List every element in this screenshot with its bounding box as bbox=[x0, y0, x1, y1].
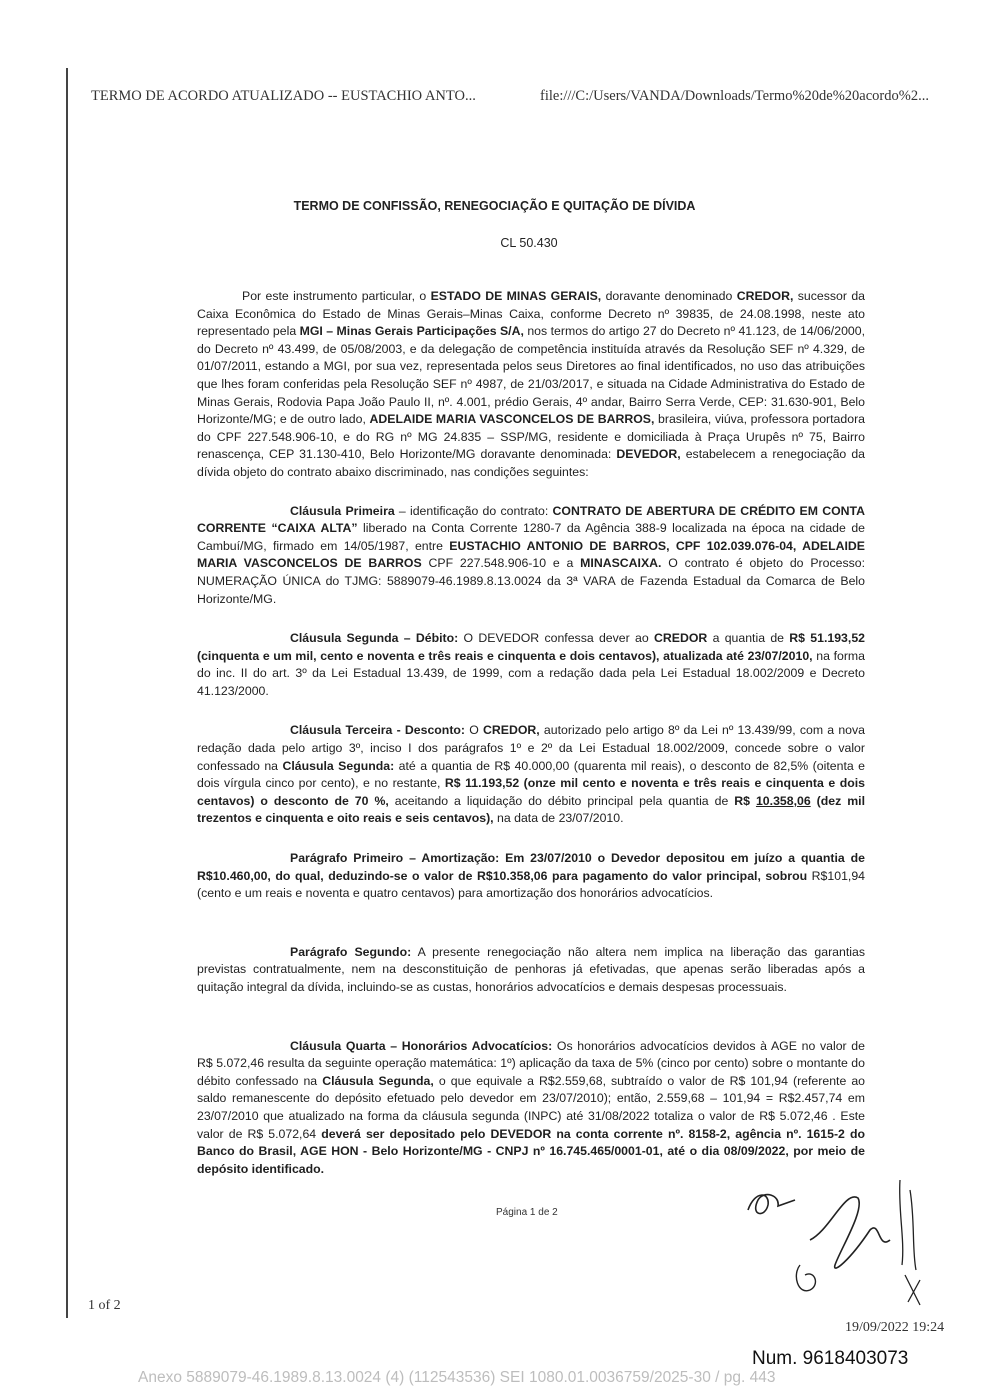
print-header-url: file:///C:/Users/VANDA/Downloads/Termo%20de%20acordo%2... bbox=[540, 88, 929, 104]
clausula-quarta: Cláusula Quarta – Honorários Advocatícios: Os honorários advocatícios devidos à AGE no valor de R$ 5.072,46 resulta da seguinte operação matemática: 1º) aplicação da taxa de 5% (cinco por cento) sobre o montante do débito confessado na Cláusula Segunda, o que equivale a R$2.559,68, subtraído o valor de R$ 101,94 (referente ao saldo remanescente do depósito efetuado pelo devedor em 23/07/2010); então, 2.559,68 – 101,94 = R$2.457,74 em 23/07/2010 que atualizado na forma da cláusula segunda (INPC) até 31/08/2022 totaliza o valor de R$ 5.072,46 . Este valor de R$ 5.072,64 deverá ser depositado pelo DEVEDOR na conta corrente nº. 8158-2, agência nº. 1615-2 do Banco do Brasil, AGE HON - Belo Horizonte/MG - CNPJ nº 16.745.465/0001-01, até o dia 08/09/2022, por meio de depósito identificado. bbox=[197, 1038, 866, 1176]
clausula-segunda: Cláusula Segunda – Débito: O DEVEDOR confessa dever ao CREDOR a quantia de R$ 51.193,52 (cinquenta e um mil, cento e noventa e três reais e cinquenta e dois centavos), atualizada até 23/07/2010, na forma do inc. II do art. 3º da Lei Estadual 13.439, de 1999, com a redação dada pela Lei Estadual 18.002/2009 e Decreto 41.123/2000. bbox=[197, 631, 865, 698]
preamble-paragraph: Por este instrumento particular, o ESTADO DE MINAS GERAIS, doravante denominado CREDOR, sucessor da Caixa Econômica do Estado de Minas Gerais–Minas Caixa, conforme Decreto nº 39835, de 24.08.1998, neste ato representado pela MGI – Minas Gerais Participações S/A, nos termos do artigo 27 do Decreto nº 41.123, de 14/06/2000, do Decreto nº 43.499, de 05/08/2003, e da delegação de competência instituída através da Resolução SEF nº 4.329, de 01/07/2011, estando a MGI, por sua vez, representada pelos seus Diretores ao final identificados, no uso das atribuições que lhes foram conferidas pela Resolução SEF nº 4987, de 21/03/2017, e situada na Cidade Administrativa do Estado de Minas Gerais, Rodovia Papa João Paulo II, nº. 4.001, prédio Gerais, 4º andar, Bairro Serra Verde, CEP: 31.630-901, Belo Horizonte/MG; e de outro lado, ADELAIDE MARIA VASCONCELOS DE BARROS, brasileira, viúva, professora portadora do CPF 227.548.906-10, e do RG nº MG 24.835 – SSP/MG, residente e domiciliada à Praça Urupês nº 75, Bairro renascença, CEP 31.130-410, Belo Horizonte/MG doravante denominada: DEVEDOR, estabelecem a renegociação da dívida objeto do contrato abaixo discriminado, nas condições seguintes: bbox=[197, 289, 866, 479]
paragrafo-segundo: Parágrafo Segundo: A presente renegociação não altera nem implica na liberação das garantias previstas contratualmente, nem na desconstituição de penhoras já efetivadas, que apenas serão liberadas após a quitação integral da dívida, incluindo-se as custas, honorários advocatícios e demais despesas processuais. bbox=[197, 944, 865, 994]
document-code: CL 50.430 bbox=[500, 236, 558, 250]
page-number: Página 1 de 2 bbox=[496, 1207, 558, 1218]
annex-reference: Anexo 5889079-46.1989.8.13.0024 (4) (112543536) SEI 1080.01.0036759/2025-30 / pg. 443 bbox=[138, 1369, 776, 1386]
document-title: TERMO DE CONFISSÃO, RENEGOCIAÇÃO E QUITAÇÃO DE DÍVIDA bbox=[293, 199, 696, 213]
document-body bbox=[197, 288, 865, 1200]
handwritten-signature bbox=[740, 1170, 960, 1320]
print-header-title: TERMO DE ACORDO ATUALIZADO -- EUSTACHIO ANTO... bbox=[91, 88, 476, 104]
clausula-terceira: Cláusula Terceira - Desconto: O CREDOR, autorizado pelo artigo 8º da Lei nº 13.439/99, com a nova redação dada pelo artigo 3º, inciso I dos parágrafos 1º e 2º da Lei Estadual 18.002/2009, concede sobre o valor confessado na Cláusula Segunda: até a quantia de R$ 40.000,00 (quarenta mil reais), o desconto de 82,5% (oitenta e dois vírgula cinco por cento), e no restante, R$ 11.193,52 (onze mil cento e noventa e três reais e cinquenta e dois centavos) o desconto de 70 %, aceitando a liquidação do débito principal pela quantia de R$ 10.358,06 (dez mil trezentos e cinquenta e oito reais e seis centavos), na data de 23/07/2010. bbox=[197, 723, 866, 826]
paragrafo-primeiro: Parágrafo Primeiro – Amortização: Em 23/07/2010 o Devedor depositou em juízo a quantia de R$10.460,00, do qual, deduzindo-se o valor de R$10.358,06 para pagamento do valor principal, sobrou R$101,94 (cento e um reais e noventa e quatro centavos) para amortização dos honorários advocatícios. bbox=[197, 851, 866, 901]
print-page-counter: 1 of 2 bbox=[88, 1298, 121, 1313]
document-number-stamp: Num. 9618403073 bbox=[752, 1348, 909, 1369]
clausula-primeira: Cláusula Primeira – identificação do contrato: CONTRATO DE ABERTURA DE CRÉDITO EM CONTA CORRENTE “CAIXA ALTA” liberado na Conta Corrente 1280-7 da Agência 388-9 localizada na época na cidade de Cambuí/MG, firmado em 14/05/1987, entre EUSTACHIO ANTONIO DE BARROS, CPF 102.039.076-04, ADELAIDE MARIA VASCONCELOS DE BARROS CPF 227.548.906-10 e a MINASCAIXA. O contrato é objeto do Processo: NUMERAÇÃO ÚNICA do TJMG: 5889079-46.1989.8.13.0024 da 3ª VARA de Fazenda Estadual da Comarca de Belo Horizonte/MG. bbox=[197, 503, 866, 606]
scan-edge-line bbox=[66, 68, 68, 1318]
print-date: 19/09/2022 19:24 bbox=[845, 1320, 945, 1335]
